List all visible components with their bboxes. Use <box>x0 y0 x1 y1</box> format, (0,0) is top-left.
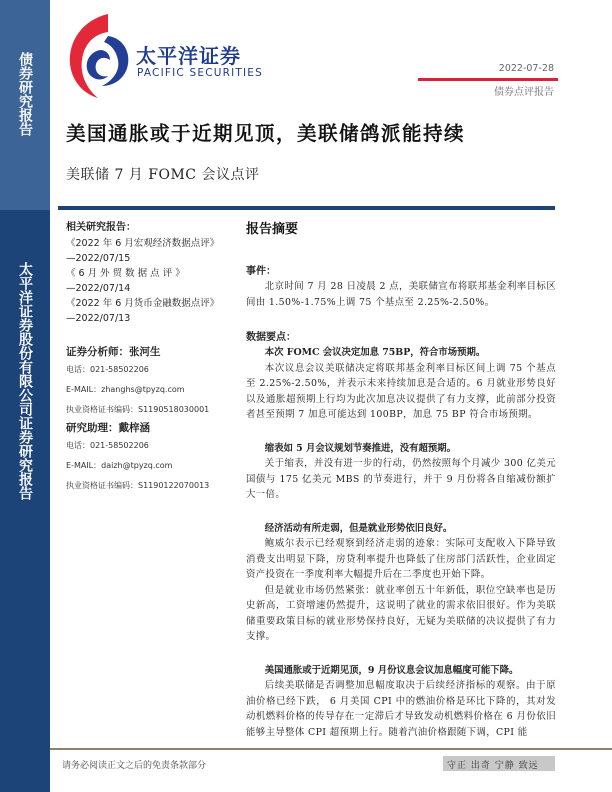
related-report-date: —2022/07/15 <box>66 253 131 264</box>
analyst-email[interactable]: E-MAIL：zhanghs@tpyzq.com <box>66 385 185 394</box>
analyst-heading: 证券分析师：张河生 <box>66 346 161 358</box>
disclaimer-note: 请务必阅读正文之后的免责条款部分 <box>62 761 207 771</box>
point-heading: 美国通胀或于近期见顶，9 月份议息会议加息幅度可能下降。 <box>264 664 519 676</box>
related-report-title[interactable]: 《2022 年 6 月货币金融数据点评》 <box>66 298 220 309</box>
assistant-email[interactable]: E-MAIL：daizh@tpyzq.com <box>66 461 173 470</box>
header-red-rule <box>418 78 558 81</box>
footer-divider <box>50 748 612 750</box>
point-paragraph: 关于缩表，并没有进一步的行动，仍然按照每个月减少 300 亿美元国债与 175 亿美元 MBS 的节奏进行，并于 9 月份将各自缩减份额扩大一倍。 <box>246 458 556 500</box>
section-divider <box>58 206 555 210</box>
side-band-label-top: 债券研究报告 <box>17 52 33 136</box>
related-reports-heading: 相关研究报告： <box>66 222 136 233</box>
related-report-item[interactable] <box>66 266 236 296</box>
brand-name-cn: 太平洋证券 <box>136 44 241 68</box>
analyst-license: 执业资格证书编码：S1190518030001 <box>66 405 210 414</box>
point-heading: 缩表如 5 月会议规划节奏推进，没有超预期。 <box>264 442 456 454</box>
related-report-item[interactable] <box>66 236 236 266</box>
analyst-phone: 电话：021-58502206 <box>66 365 149 374</box>
related-report-item[interactable] <box>66 296 236 326</box>
assistant-phone: 电话：021-58502206 <box>66 441 149 450</box>
side-band-label-bottom: 太平洋证券股份有限公司证券研究报告 <box>17 262 33 500</box>
point-paragraph: 鲍威尔表示已经观察到经济走弱的迹象：实际可支配收入下降导致消费支出明显下降，房贷利率提升也降低了住房部门活跃性，企业固定资产投资在一季度利率大幅提升后在二季度也开始下降。 <box>246 538 556 580</box>
report-subtitle: 美联储 7 月 FOMC 会议点评 <box>66 167 260 183</box>
report-date: 2022-07-28 <box>498 63 554 74</box>
related-report-date: —2022/07/14 <box>66 283 131 294</box>
point-paragraph: 后续美联储是否调整加息幅度取决于后续经济指标的观察。由于原油价格已经下跌， 6 月美国 CPI 中的燃油价格是环比下降的，其对发动机燃料价格的传导存在一定滞后才导致发动机燃料价格在 6 月份依旧能够主导整体 CPI 超预期上行。随着汽油价格跟随下调，CPI 能 <box>246 680 556 738</box>
point-heading: 本次 FOMC 会议决定加息 75BP，符合市场预期。 <box>264 347 486 358</box>
info-sidebar <box>66 218 236 496</box>
event-text: 北京时间 7 月 28 日凌晨 2 点，美联储宣布将联邦基金利率目标区间由 1.50%-1.75%上调 75 个基点至 2.25%-2.50%。 <box>246 281 556 308</box>
pacific-securities-logo-icon <box>64 12 134 100</box>
report-type: 债券点评报告 <box>494 87 554 98</box>
points-label: 数据要点： <box>246 332 296 343</box>
related-report-title[interactable]: 《2022 年 6 月宏观经济数据点评》 <box>66 238 220 249</box>
point-paragraph: 本次议息会议美联储决定将联邦基金利率目标区间上调 75 个基点至 2.25%-2.50%，并表示未来持续加息是合适的。6 月就业形势良好以及通胀超预期上行均为此次加息决议提供了有力支撑，此前部分投资者甚至预期 7 加息可能达到 100BP，加息 75 BP 符合市场预期。 <box>246 362 556 420</box>
point-paragraph: 但是就业市场仍然紧张：就业率创五十年新低，职位空缺率也是历史新高，工资增速仍然提升，这说明了就业的需求依旧很好。作为美联储重要政策目标的就业形势保持良好，无疑为美联储的决议提供了有力支撑。 <box>246 584 556 642</box>
summary-title: 报告摘要 <box>246 222 299 237</box>
report-summary <box>246 218 556 740</box>
company-slogan: 守正 出奇 宁静 致远 <box>443 756 555 771</box>
event-label: 事件： <box>246 266 276 277</box>
brand-name-en: PACIFIC SECURITIES <box>137 67 264 79</box>
related-report-title[interactable]: 《 6 月 外 贸 数 据 点 评 》 <box>66 268 185 279</box>
related-report-date: —2022/07/13 <box>66 313 131 324</box>
assistant-license: 执业资格证书编码：S1190122070013 <box>66 481 210 490</box>
point-heading: 经济活动有所走弱，但是就业形势依旧良好。 <box>264 522 453 534</box>
report-title: 美国通胀或于近期见顶，美联储鸽派能持续 <box>66 122 466 145</box>
assistant-heading: 研究助理：戴梓涵 <box>66 422 150 434</box>
